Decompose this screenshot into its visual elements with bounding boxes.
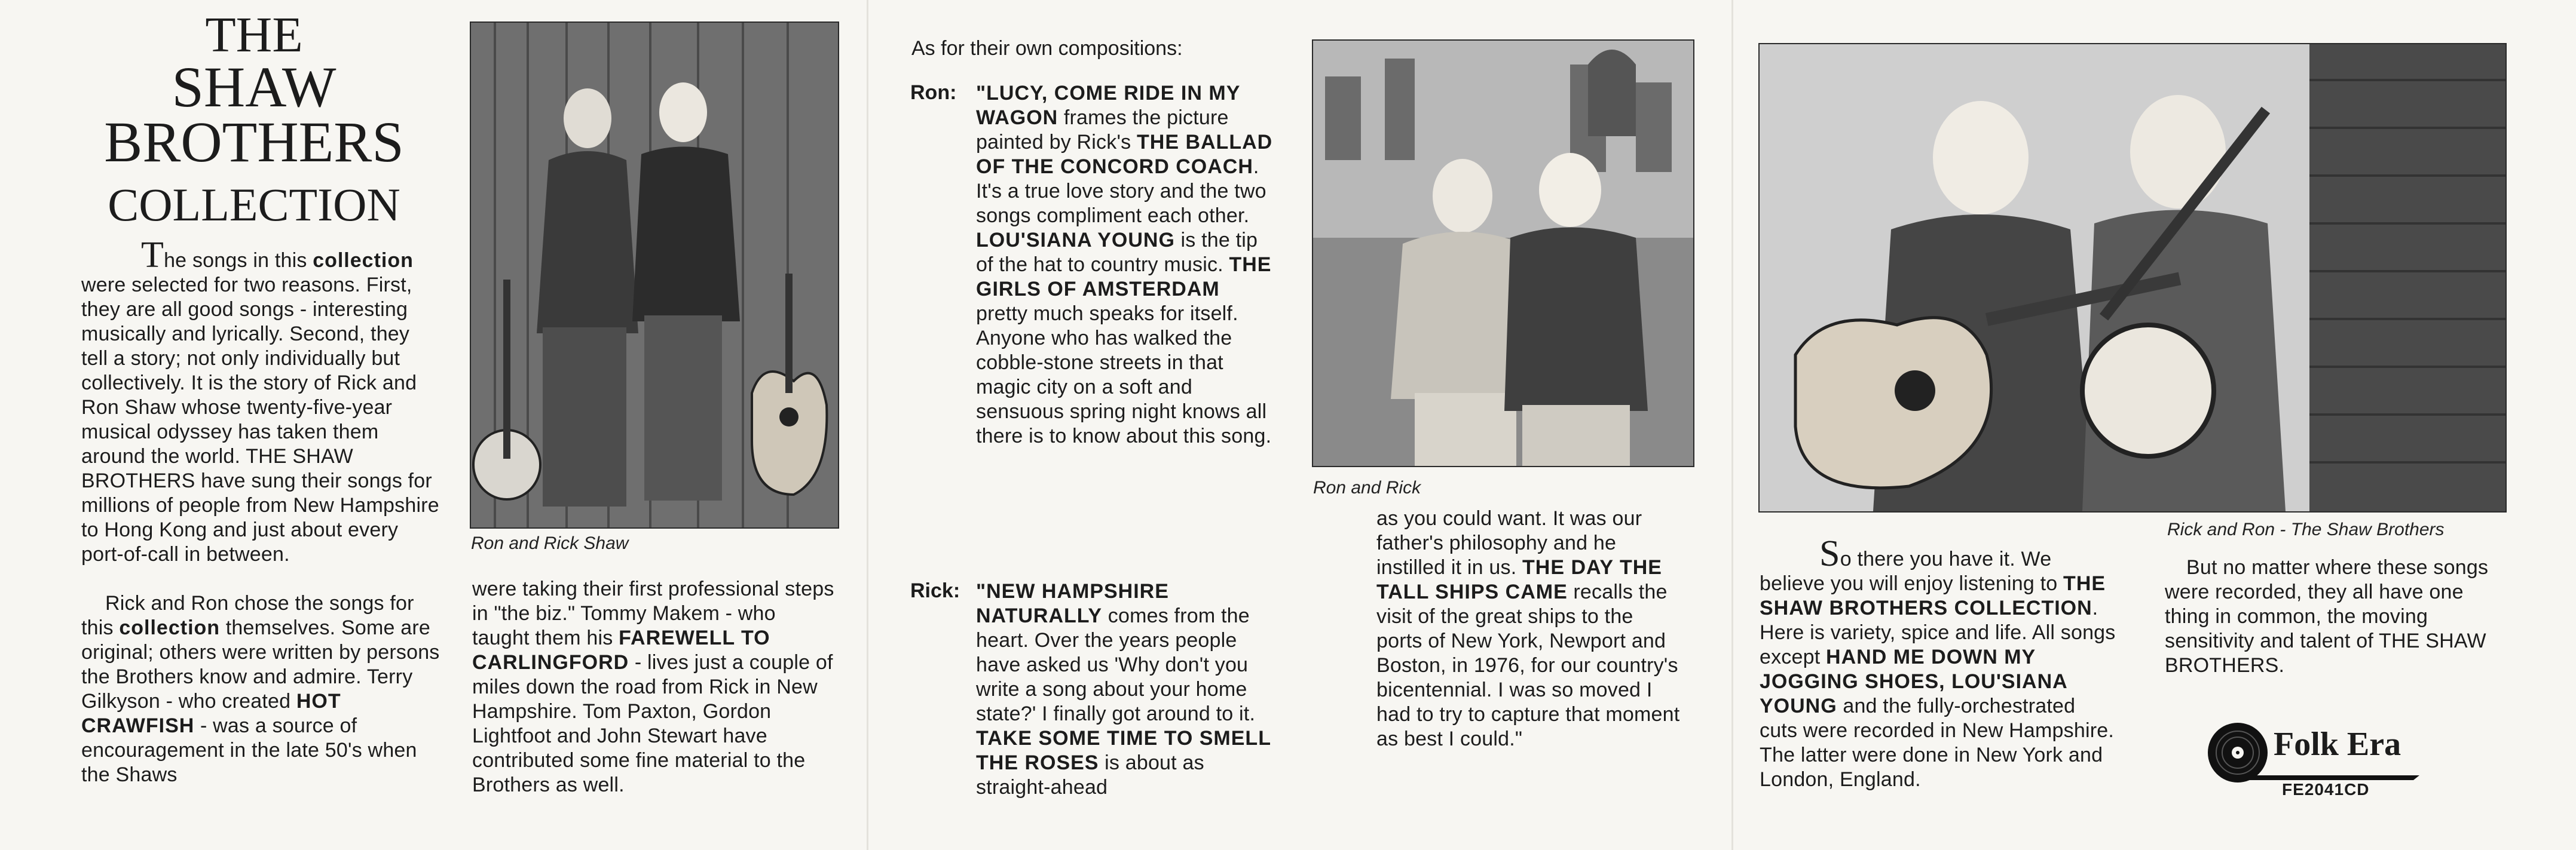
photo-caption: Ron and Rick Shaw [471, 533, 629, 553]
text-run: frames the picture painted by Rick's [976, 106, 1229, 154]
photo-ron-and-rick-shaw [470, 22, 839, 529]
rick-text [976, 579, 1275, 800]
panel-2 [868, 0, 1731, 850]
text-run: were taking their first professional steps in "the biz." Tommy Makem - who taught them his [472, 578, 834, 649]
text-run: - lives just a couple of miles down the road from Rick in New Hampshire. Tom Paxton, Gordon Lightfoot and John Stewart have contributed some fine material to the Brothers as well. [472, 651, 833, 796]
photo-ron-and-rick [1312, 39, 1694, 467]
song-title: THE BALLAD OF THE CONCORD COACH [976, 131, 1273, 178]
title-line: BROTHERS [104, 110, 404, 174]
photo-rick-and-ron-shaw-brothers [1758, 43, 2507, 513]
text-run: . It's a true love story and the two songs compliment each other. [976, 155, 1266, 227]
drop-cap: T [141, 235, 164, 275]
song-title: LOU'SIANA YOUNG [976, 229, 1175, 251]
song-title: THE DAY THE TALL SHIPS CAME [1376, 556, 1662, 603]
text-run: o there you have it. We believe you will enjoy listening to [1760, 548, 2064, 595]
song-title: "NEW HAMPSHIRE NATURALLY [976, 580, 1169, 627]
text-run: comes from the heart. Over the years people have asked us 'Why don't you write a song about your home state?' I finally got around to it. [976, 604, 1256, 725]
text-run: he songs in this [164, 249, 313, 272]
text-run: and the fully-orchestrated cuts were recorded in New Hampshire. The latter were done in New York and London, England. [1760, 695, 2114, 791]
title-line: THE [205, 7, 303, 63]
speaker-label-ron: Ron: [910, 81, 957, 104]
photo-caption: Ron and Rick [1313, 478, 1421, 498]
text-run: Rick and Ron chose the songs for this [81, 592, 414, 639]
text-run: as you could want. It was our father's philosophy and he instilled it in us. [1376, 507, 1642, 579]
title-line: COLLECTION [108, 179, 400, 231]
photo-caption: Rick and Ron - The Shaw Brothers [2167, 520, 2445, 539]
album-title [78, 7, 430, 238]
panel-1 [0, 0, 867, 850]
text-run: recalls the visit of the great ships to the ports of New York, Newport and Boston, in 1976, for our country's bicentennial. I was so moved I had to try to capture that moment as best I could." [1376, 581, 1680, 750]
bold-text: collection [313, 249, 414, 272]
text-run: - was a source of encouragement in the late 50's when the Shaws [81, 714, 417, 786]
song-title: HOT CRAWFISH [81, 690, 341, 737]
closing-text [1760, 533, 2118, 792]
bold-text: collection [119, 616, 221, 639]
text-run: . Here is variety, spice and life. All songs except [1760, 597, 2116, 668]
text-run: pretty much speaks for itself. Anyone who has walked the cobble-stone streets in that magic city on a soft and sensuous spring night knows all there is to know about this song. [976, 302, 1272, 447]
text-run: is about as straight-ahead [976, 751, 1204, 799]
text-run: themselves. Some are original; others were written by persons the Brothers know and admire. Terry Gilkyson - who created [81, 616, 440, 713]
compositions-heading: As for their own compositions: [911, 37, 1183, 60]
song-title: TAKE SOME TIME TO SMELL THE ROSES [976, 727, 1271, 774]
speaker-label-rick: Rick: [910, 579, 960, 602]
title-line: SHAW [172, 55, 336, 119]
closing-right-text: But no matter where these songs were recorded, they all have one thing in common, the moving sensitivity and talent of THE SHAW BROTHERS. [2165, 556, 2489, 677]
album-name: THE SHAW BROTHERS COLLECTION [1760, 572, 2106, 619]
catalog-number: FE2041CD [2282, 780, 2370, 799]
panel2-text [472, 577, 838, 797]
text-run: were selected for two reasons. First, they are all good songs - interesting musically and lyrically. Second, they tell a story; not only individually but collectively. It is the story of Rick and Ron Shaw whose twenty-five-year musical odyssey has taken them around the world. THE SHAW BROTHERS have sung their songs for millions of people from New Hampshire to Hong Kong and just about every port-of-call in between. [81, 274, 439, 566]
panel-3 [1733, 0, 2576, 850]
panel4-text [1376, 507, 1681, 751]
drop-cap: S [1819, 533, 1840, 574]
logo-text: Folk Era [2274, 726, 2401, 763]
ron-text [976, 81, 1274, 449]
intro-text [81, 235, 440, 787]
song-title: FAREWELL TO CARLINGFORD [472, 627, 770, 674]
folk-era-logo [2204, 720, 2443, 798]
song-title: THE GIRLS OF AMSTERDAM [976, 253, 1272, 300]
text-run: is the tip of the hat to country music. [976, 229, 1258, 276]
song-title: "LUCY, COME RIDE IN MY WAGON [976, 82, 1240, 129]
song-title: HAND ME DOWN MY JOGGING SHOES, LOU'SIANA YOUNG [1760, 646, 2067, 717]
